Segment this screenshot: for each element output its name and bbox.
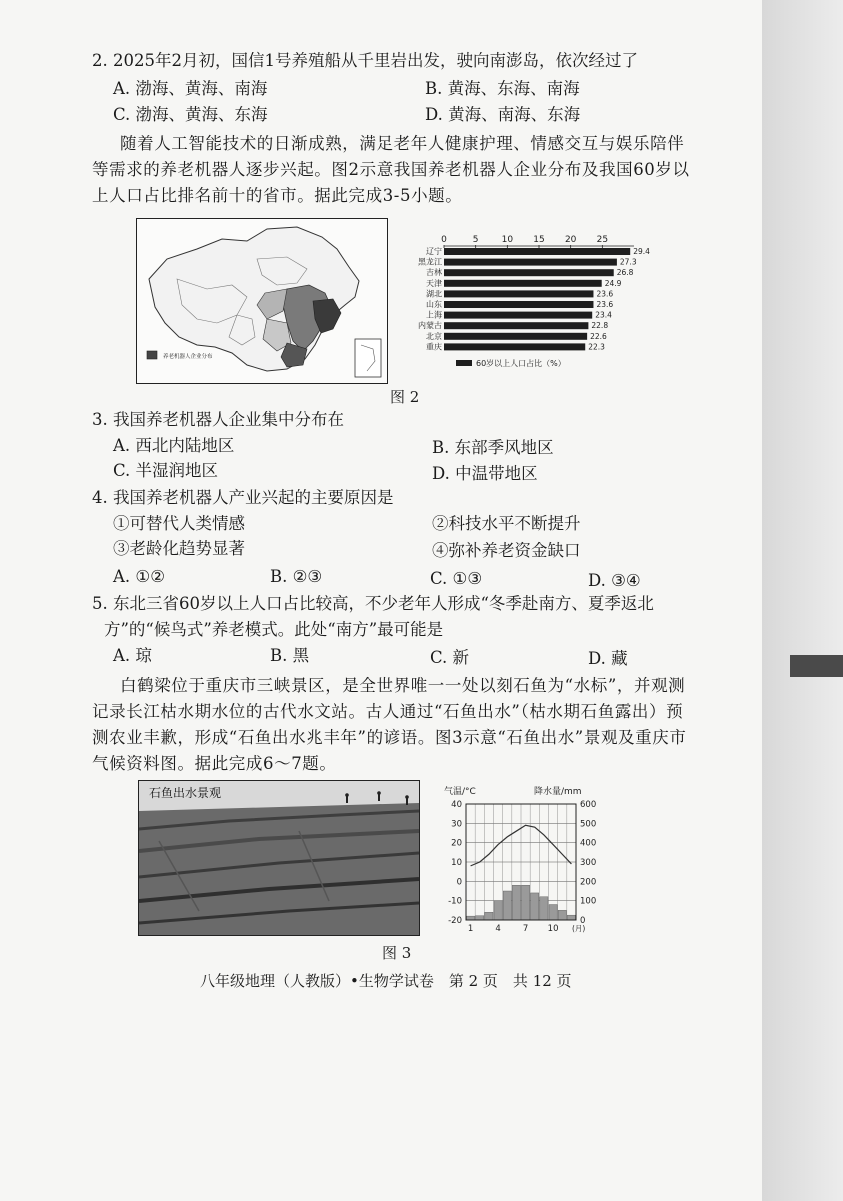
category-label: 上海 <box>426 310 442 320</box>
precipitation-tick-label: 100 <box>580 896 597 907</box>
q5-option-c: C. 新 <box>430 648 470 667</box>
passage-baiheliang: 白鹤梁位于重庆市三峡景区，是全世界唯一一处以刻石鱼为“水标”，并观测记录长江枯水期水位的古代水文站。古人通过“石鱼出水”（枯水期石鱼露出）预测农业丰歉，形成“石鱼出水兆丰年”的谚语。图3示意“石鱼出水”景观及重庆市气候资料图。据此完成6～7题。 <box>92 676 687 773</box>
bar <box>444 280 602 287</box>
q3-option-d: D. 中温带地区 <box>432 464 538 483</box>
bar <box>444 248 630 255</box>
temperature-tick-label: 40 <box>451 800 462 810</box>
bar <box>444 312 592 319</box>
q3-stem: 3. 我国养老机器人企业集中分布在 <box>92 410 344 429</box>
precipitation-tick-label: 400 <box>580 838 597 849</box>
q3-option-b: B. 东部季风地区 <box>432 438 554 457</box>
q2-option-c: C. 渤海、黄海、东海 <box>113 105 268 124</box>
precipitation-tick-label: 300 <box>580 858 597 868</box>
month-tick-label: 10 <box>547 924 559 934</box>
bar <box>444 290 593 297</box>
q5-option-b: B. 黑 <box>270 646 310 665</box>
category-label: 吉林 <box>426 268 442 278</box>
q4-option-b: B. ②③ <box>270 567 323 586</box>
x-tick-label: 25 <box>596 235 609 245</box>
q4-statement-4: ④弥补养老资金缺口 <box>432 541 581 560</box>
precipitation-bar <box>512 885 520 920</box>
q4-option-d: D. ③④ <box>588 571 641 590</box>
stone-fish-photo-graphic <box>139 781 419 935</box>
value-label: 27.3 <box>619 257 637 267</box>
value-label: 22.6 <box>590 331 607 341</box>
legend-label: 60岁以上人口占比（%） <box>476 359 566 368</box>
precipitation-bar <box>531 893 539 920</box>
precipitation-bar <box>476 916 484 920</box>
legend-swatch <box>456 360 472 366</box>
figure3-climate-chart <box>434 782 614 942</box>
q3-option-a: A. 西北内陆地区 <box>113 436 235 455</box>
q2-stem: 2. 2025年2月初，国信1号养殖船从千里岩出发，驶向南澎岛，依次经过了 <box>92 51 638 70</box>
category-label: 山东 <box>426 300 442 309</box>
value-label: 26.8 <box>616 268 634 278</box>
value-label: 23.6 <box>596 300 614 309</box>
month-tick-label: 7 <box>522 924 529 934</box>
q4-statement-2: ②科技水平不断提升 <box>432 514 581 533</box>
page-edge-tab <box>790 655 843 677</box>
q5-option-a: A. 琼 <box>113 646 152 665</box>
q4-statement-3: ③老龄化趋势显著 <box>113 539 245 558</box>
value-label: 22.3 <box>588 342 605 352</box>
bar <box>444 343 585 350</box>
photo-label: 石鱼出水景观 <box>149 786 222 800</box>
value-label: 29.4 <box>633 247 650 256</box>
precipitation-bar <box>522 885 530 920</box>
category-label: 黑龙江 <box>418 257 442 267</box>
x-tick-label: 15 <box>533 235 545 245</box>
q4-option-c: C. ①③ <box>430 569 483 588</box>
temperature-axis-label: 气温/°C <box>444 787 476 797</box>
category-label: 辽宁 <box>426 247 442 256</box>
figure2-caption: 图 2 <box>390 388 420 406</box>
q5-stem-line2: 方”的“候鸟式”养老模式。此处“南方”最可能是 <box>104 620 444 639</box>
q4-stem: 4. 我国养老机器人产业兴起的主要原因是 <box>92 488 394 507</box>
temperature-tick-label: 30 <box>451 819 462 830</box>
category-label: 重庆 <box>426 342 442 352</box>
precipitation-bar <box>540 897 548 920</box>
x-tick-label: 20 <box>564 235 577 245</box>
precipitation-tick-label: 500 <box>580 819 597 830</box>
temperature-tick-label: 10 <box>451 858 462 868</box>
precipitation-tick-label: 0 <box>580 916 586 926</box>
value-label: 23.4 <box>595 310 612 320</box>
map-legend-label: 养老机器人企业分布 <box>163 354 213 360</box>
temperature-tick-label: 0 <box>456 877 462 888</box>
category-label: 内蒙古 <box>418 321 442 331</box>
bar <box>444 322 588 329</box>
q2-option-b: B. 黄海、东海、南海 <box>425 79 580 98</box>
category-label: 北京 <box>426 331 442 341</box>
temperature-tick-label: 20 <box>451 838 462 849</box>
bar <box>444 269 614 276</box>
value-label: 24.9 <box>604 278 622 288</box>
precipitation-tick-label: 200 <box>580 877 597 888</box>
category-label: 湖北 <box>426 289 442 299</box>
x-tick-label: 5 <box>472 235 479 245</box>
passage-robots: 随着人工智能技术的日渐成熟，满足老年人健康护理、情感交互与娱乐陪伴等需求的养老机器人逐步兴起。图2示意我国养老机器人企业分布及我国60岁以上人口占比排名前十的省市。据此完成3-5小题。 <box>92 134 690 205</box>
precipitation-bar <box>503 891 511 920</box>
q2-option-d: D. 黄海、南海、东海 <box>425 105 581 124</box>
precipitation-bar <box>567 915 575 920</box>
precipitation-bar <box>494 901 502 920</box>
category-label: 天津 <box>426 278 442 288</box>
next-page-edge <box>762 0 843 1201</box>
precipitation-bar <box>549 905 557 920</box>
month-tick-label: 4 <box>495 924 501 934</box>
figure3-photo <box>138 780 420 936</box>
map-legend-swatch <box>147 351 157 359</box>
precipitation-bar <box>485 912 493 920</box>
precipitation-bar <box>558 910 566 920</box>
figure2-map <box>136 218 388 384</box>
precipitation-tick-label: 600 <box>580 800 597 810</box>
temperature-tick-label: -20 <box>448 916 462 926</box>
value-label: 23.6 <box>596 289 614 299</box>
q4-option-a: A. ①② <box>113 567 165 586</box>
figure2-bar-chart <box>366 232 666 380</box>
month-tick-label: 1 <box>467 924 474 934</box>
month-unit-label: (月) <box>572 924 586 933</box>
x-tick-label: 0 <box>441 235 447 245</box>
q5-option-d: D. 藏 <box>588 649 628 668</box>
figure3-caption: 图 3 <box>382 944 412 962</box>
value-label: 22.8 <box>591 321 609 331</box>
precipitation-axis-label: 降水量/mm <box>534 787 582 797</box>
q2-option-a: A. 渤海、黄海、南海 <box>113 79 268 98</box>
q3-option-c: C. 半湿润地区 <box>113 461 219 480</box>
q4-statement-1: ①可替代人类情感 <box>113 514 245 533</box>
bar <box>444 333 587 340</box>
bar <box>444 259 617 266</box>
temperature-tick-label: -10 <box>448 896 462 907</box>
x-tick-label: 10 <box>501 235 514 245</box>
q5-stem-line1: 5. 东北三省60岁以上人口占比较高，不少老年人形成“冬季赴南方、夏季返北 <box>92 594 654 613</box>
bar <box>444 301 593 308</box>
page-footer: 八年级地理（人教版）•生物学试卷 第 2 页 共 12 页 <box>200 972 572 990</box>
precipitation-bar <box>467 916 475 920</box>
